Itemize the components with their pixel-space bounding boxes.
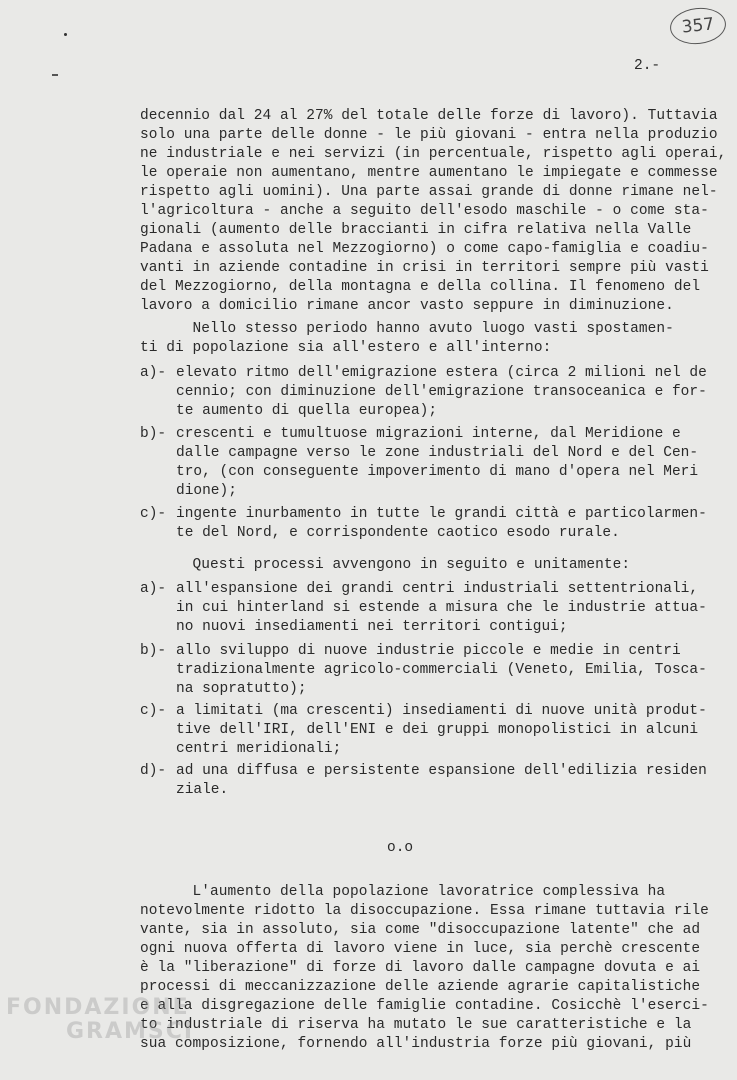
list-item-line: elevato ritmo dell'emigrazione estera (circa 2 milioni nel de bbox=[176, 365, 707, 381]
text-line: notevolmente ridotto la disoccupazione. Essa rimane tuttavia rile bbox=[140, 903, 709, 919]
list-marker: d)- bbox=[140, 763, 167, 779]
list-item-line: in cui hinterland si estende a misura che le industrie attua- bbox=[176, 600, 707, 616]
text-line: ti di popolazione sia all'estero e all'interno: bbox=[140, 340, 552, 356]
paragraph-3: Questi processi avvengono in seguito e unitamente: bbox=[140, 557, 631, 573]
list-item-line: te del Nord, e corrispondente caotico esodo rurale. bbox=[176, 525, 620, 541]
list-item-line: na sopratutto); bbox=[176, 681, 307, 697]
list-item-line: centri meridionali; bbox=[176, 741, 342, 757]
list-item-line: all'espansione dei grandi centri industriali settentrionali, bbox=[176, 581, 699, 597]
text-line: L'aumento della popolazione lavoratrice complessiva ha bbox=[140, 884, 666, 900]
list-item-line: te aumento di quella europea); bbox=[176, 403, 438, 419]
text-line: Padana e assoluta nel Mezzogiorno) o come capo-famiglia e coadiu- bbox=[140, 241, 709, 257]
list-item-line: ad una diffusa e persistente espansione dell'edilizia residen bbox=[176, 763, 707, 779]
text-line: to industriale di riserva ha mutato le sue caratteristiche e la bbox=[140, 1017, 692, 1033]
text-line: solo una parte delle donne - le più giovani - entra nella produzio bbox=[140, 127, 718, 143]
list-item-line: tradizionalmente agricolo-commerciali (Veneto, Emilia, Tosca- bbox=[176, 662, 707, 678]
text-line: l'agricoltura - anche a seguito dell'esodo maschile - o come sta- bbox=[140, 203, 709, 219]
page-number: 2.- bbox=[634, 58, 661, 74]
text-line: vanti in aziende contadine in crisi in territori sempre più vasti bbox=[140, 260, 709, 276]
list-marker: a)- bbox=[140, 581, 167, 597]
text-line: rispetto agli uomini). Una parte assai grande di donne rimane nel- bbox=[140, 184, 718, 200]
section-separator: o.o bbox=[387, 840, 414, 856]
ink-mark bbox=[52, 74, 58, 76]
text-line: sua composizione, fornendo all'industria forze più giovani, più bbox=[140, 1036, 692, 1052]
text-line: ne industriale e nei servizi (in percentuale, rispetto agli operai, bbox=[140, 146, 727, 162]
list-item-line: dalle campagne verso le zone industriali del Nord e del Cen- bbox=[176, 445, 699, 461]
text-line: gionali (aumento delle braccianti in cifra relativa nella Valle bbox=[140, 222, 692, 238]
list-item-line: tive dell'IRI, dell'ENI e dei gruppi monopolistici in alcuni bbox=[176, 722, 699, 738]
list-marker: c)- bbox=[140, 703, 167, 719]
text-line: vante, sia in assoluto, sia come "disoccupazione latente" che ad bbox=[140, 922, 701, 938]
text-line: le operaie non aumentano, mentre aumentano le impiegate e commesse bbox=[140, 165, 718, 181]
text-line: Nello stesso periodo hanno avuto luogo vasti spostamen- bbox=[140, 321, 674, 337]
list-marker: b)- bbox=[140, 643, 167, 659]
archive-watermark: FONDAZIONE GRAMSCI bbox=[6, 995, 195, 1044]
list-marker: c)- bbox=[140, 506, 167, 522]
list-marker: b)- bbox=[140, 426, 167, 442]
list-item-line: a limitati (ma crescenti) insediamenti di nuove unità produt- bbox=[176, 703, 707, 719]
text-line: ogni nuova offerta di lavoro viene in luce, sia perchè crescente bbox=[140, 941, 701, 957]
list-item-line: dione); bbox=[176, 483, 237, 499]
list-item-line: cennio; con diminuzione dell'emigrazione transoceanica e for- bbox=[176, 384, 707, 400]
list-item-line: allo sviluppo di nuove industrie piccole e medie in centri bbox=[176, 643, 681, 659]
text-line: lavoro a domicilio rimane ancor vasto seppure in diminuzione. bbox=[140, 298, 674, 314]
text-line: del Mezzogiorno, della montagna e della collina. Il fenomeno del bbox=[140, 279, 701, 295]
archive-stamp: 357 bbox=[668, 5, 727, 47]
list-marker: a)- bbox=[140, 365, 167, 381]
ink-speck bbox=[64, 33, 67, 36]
list-item-line: ingente inurbamento in tutte le grandi città e particolarmen- bbox=[176, 506, 707, 522]
text-line: decennio dal 24 al 27% del totale delle forze di lavoro). Tuttavia bbox=[140, 108, 718, 124]
list-item-line: no nuovi insediamenti nei territori contigui; bbox=[176, 619, 568, 635]
list-item-line: tro, (con conseguente impoverimento di mano d'opera nel Meri bbox=[176, 464, 699, 480]
list-item-line: crescenti e tumultuose migrazioni interne, dal Meridione e bbox=[176, 426, 681, 442]
text-line: è la "liberazione" di forze di lavoro dalle campagne dovuta e ai bbox=[140, 960, 701, 976]
text-line: e alla disgregazione delle famiglie contadine. Cosicchè l'eserci- bbox=[140, 998, 709, 1014]
text-line: processi di meccanizzazione delle aziende agrarie capitalistiche bbox=[140, 979, 701, 995]
list-item-line: ziale. bbox=[176, 782, 229, 798]
